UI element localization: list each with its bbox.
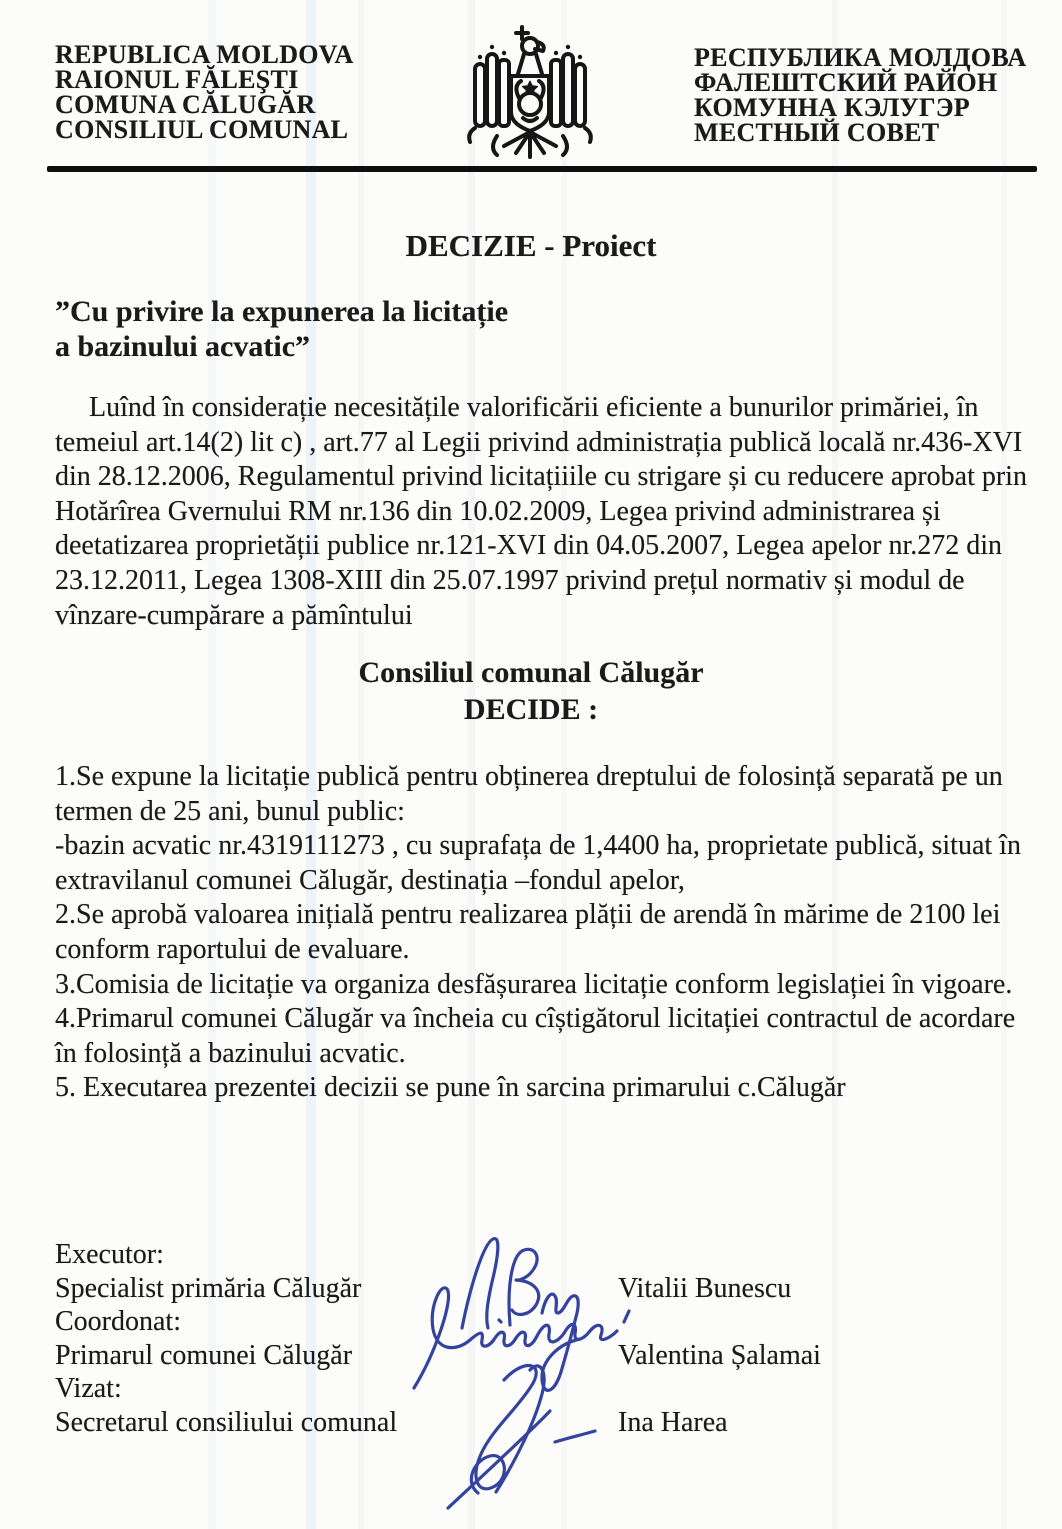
- moldova-coat-of-arms-icon: [467, 24, 593, 164]
- handwritten-signatures: [398, 1228, 668, 1528]
- letterhead-line: ФАЛЕШТСКИЙ РАЙОН: [694, 68, 998, 97]
- signatory-name: Valentina Șalamai: [618, 1339, 821, 1371]
- signature-label: Primarul comunei Călugăr: [55, 1339, 353, 1371]
- decision-item: 1.Se expune la licitație publică pentru obținerea dreptului de folosință separată pe un termen de 25 ani, bunul public:: [55, 761, 1003, 827]
- subject-heading: [55, 294, 508, 364]
- letterhead-divider: [47, 166, 1037, 172]
- signatory-name: Vitalii Bunescu: [618, 1272, 792, 1304]
- signature-label: Coordonat:: [55, 1306, 181, 1337]
- decide-heading: [0, 654, 1062, 728]
- letterhead-line: REPUBLICA MOLDOVA: [55, 40, 354, 69]
- signature-label: Secretarul consiliului comunal: [55, 1406, 398, 1438]
- decision-item: 4.Primarul comunei Călugăr va încheia cu cîștigătorul licitației contractul de acordare în folosință a bazinului acvatic.: [55, 1003, 1016, 1069]
- letterhead-line: COMUNA CĂLUGĂR: [55, 90, 316, 119]
- signature-label: Vizat:: [55, 1373, 122, 1404]
- signature-ina-harea: [448, 1366, 595, 1508]
- letterhead-russian: [694, 45, 1026, 145]
- decide-word: DECIDE :: [463, 693, 599, 726]
- decision-item: 3.Comisia de licitație va organiza desfășurarea licitație conform legislației în vigoare.: [55, 968, 1013, 1000]
- signatory-name: Ina Harea: [618, 1406, 728, 1438]
- subject-line: ”Cu privire la expunerea la licitație: [55, 295, 509, 328]
- letterhead-line: CONSILIUL COMUNAL: [55, 115, 349, 144]
- document-title: DECIZIE - Proiect: [405, 228, 657, 263]
- letterhead-line: МЕСТНЫЙ СОВЕТ: [694, 118, 940, 147]
- letterhead-romanian: [55, 42, 354, 142]
- letterhead-line: КОМУННА КЭЛУГЭР: [694, 93, 970, 122]
- subject-line: a bazinului acvatic”: [55, 330, 311, 363]
- decision-item: -bazin acvatic nr.4319111273 , cu suprafața de 1,4400 ha, proprietate publică, situat în extravilanul comunei Călugăr, destinația –fondul apelor,: [55, 830, 1021, 896]
- signature-valentina-salamai: [414, 1288, 629, 1388]
- decision-item: 2.Se aprobă valoarea inițială pentru realizarea plății de arendă în mărime de 2100 lei conform raportului de evaluare.: [55, 899, 1001, 965]
- decision-items: [55, 760, 1041, 1106]
- signature-label: Specialist primăria Călugăr: [55, 1272, 362, 1304]
- decide-org: Consiliul comunal Călugăr: [358, 656, 704, 689]
- letterhead-line: РЕСПУБЛИКА МОЛДОВА: [694, 43, 1027, 72]
- signature-label: Executor:: [55, 1239, 164, 1270]
- decision-item: 5. Executarea prezentei decizii se pune în sarcina primarului c.Călugăr: [55, 1072, 846, 1104]
- preamble-paragraph: Luînd în considerație necesitățile valorificării eficiente a bunurilor primăriei, în temeiul art.14(2) lit c) , art.77 al Legii privind administrația publică locală nr.436-XVI din 28.12.2006, Regulamentul privind licitațiiile cu strigare și cu reducere aprobat prin Hotărîrea Gvernului RM nr.136 din 10.02.2009, Legea privind administrarea și deetatizarea proprietății publice nr.121-XVI din 04.05.2007, Legea apelor nr.272 din 23.12.2011, Legea 1308-XIII din 25.07.1997 privind prețul normativ și modul de vînzare-cumpărare a pămîntului: [55, 392, 1027, 631]
- letterhead-line: RAIONUL FĂLEŞTI: [55, 65, 299, 94]
